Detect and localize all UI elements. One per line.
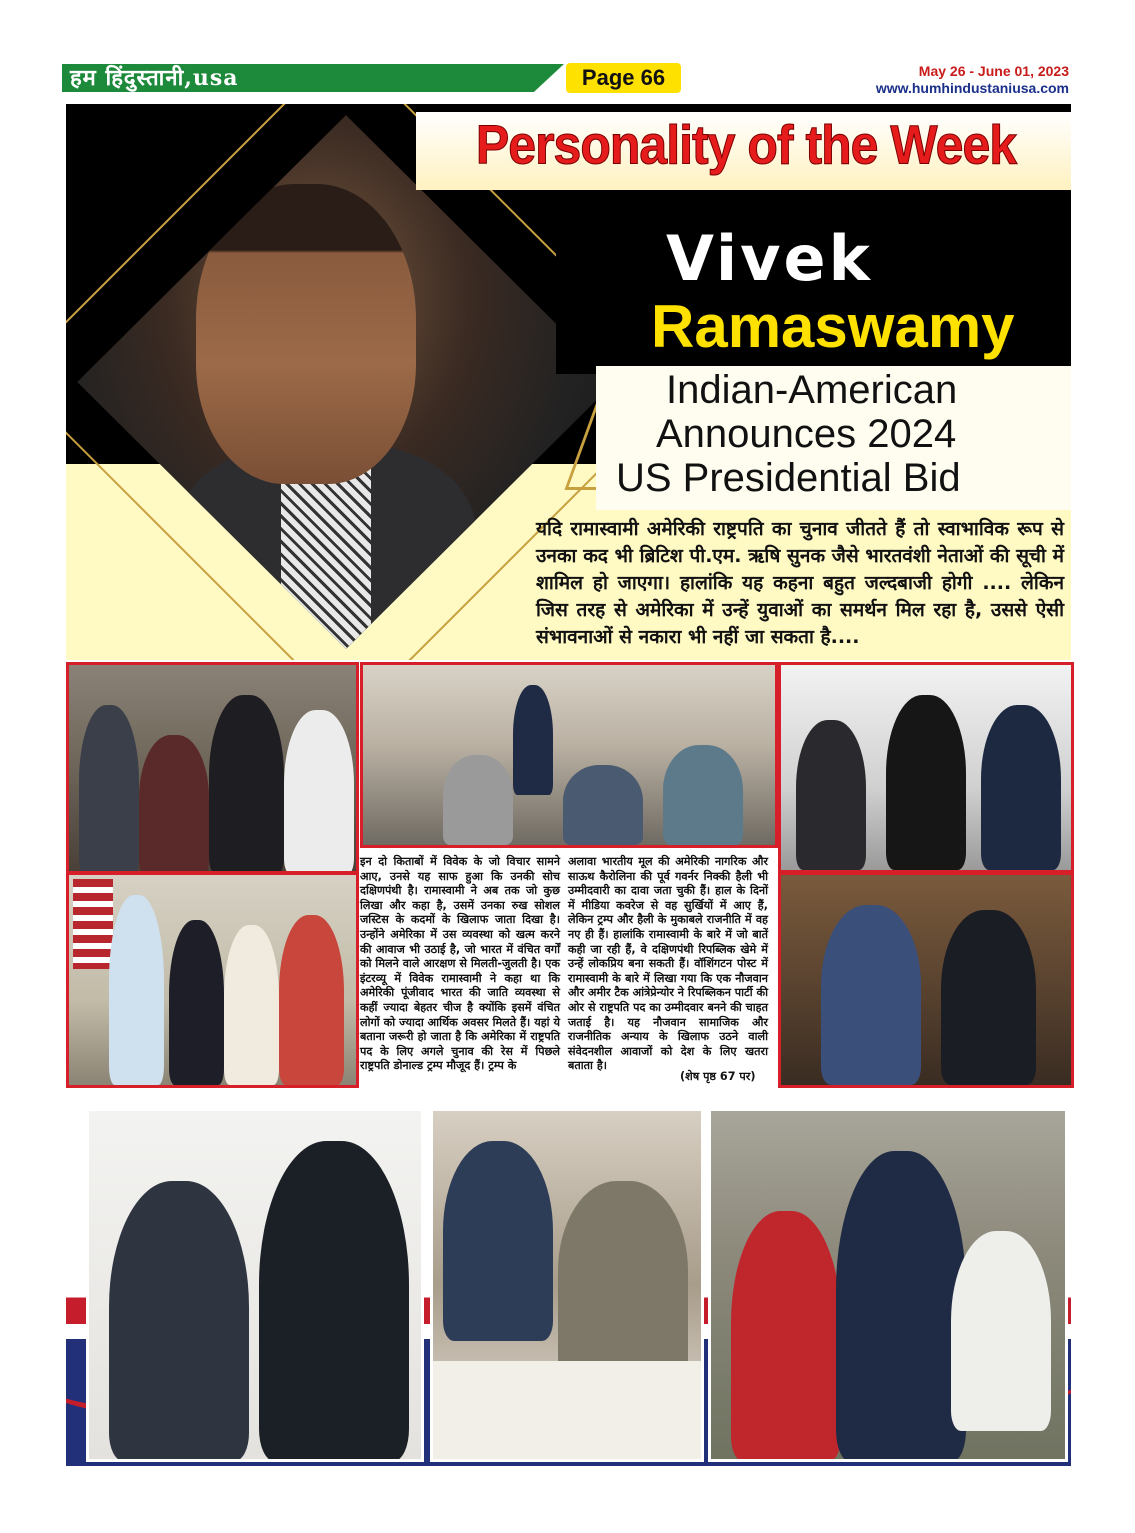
flag-icon xyxy=(73,879,113,969)
page-number: Page 66 xyxy=(566,63,681,93)
intro-paragraph: यदि रामास्वामी अमेरिकी राष्ट्रपति का चुनाव जीतते हैं तो स्वाभाविक रूप से उनका कद भी ब्रिटिश पी.एम. ऋषि सुनक जैसे भारतवंशी नेताओं की सूची में शामिल हो जाएगा। हालांकि यह कहना बहुत जल्दबाजी होगी .... लेकिन जिस तरह से अमेरिका में उन्हें युवाओं का समर्थन मिल रहा है, उससे ऐसी संभावनाओं से नकारा भी नहीं जा सकता है.... xyxy=(536,518,1064,648)
photo-group-event xyxy=(66,872,359,1088)
subtitle-line-1: Indian-American xyxy=(666,368,958,412)
first-name: Vivek xyxy=(666,222,873,295)
photo-graduation xyxy=(66,662,359,874)
hero-banner xyxy=(66,104,1071,660)
masthead-title: हम हिंदुस्तानी,usa xyxy=(70,65,239,91)
photo-brothers xyxy=(86,1108,424,1462)
section-title: Personality of the Week xyxy=(475,114,1017,176)
continued-note[interactable]: (शेष पृष्ठ 67 पर) xyxy=(680,1070,756,1083)
photo-office xyxy=(778,662,1074,873)
table-cloth xyxy=(433,1361,701,1459)
article-column-2: अलावा भारतीय मूल की अमेरिकी नागरिक और साऊथ कैरोलिना की पूर्व गवर्नर निक्की हैली भी उम्मीदवारी का दावा जता चुकी हैं। हाल के दिनों में मीडिया कवरेज से वह सुर्खियों में आए हैं, लेकिन ट्रम्प और हैली के मुकाबले राजनीति में वह नए ही हैं। हालांकि रामास्वामी के बारे में जो बातें कही जा रही हैं, वे दक्षिणपंथी रिपब्लिक खेमे में उन्हें लोकप्रिय बना सकती हैं। वॉशिंगटन पोस्ट में रामास्वामी के बारे में लिखा गया कि एक नौजवान और अमीर टैक आंत्रेप्रेन्योर ने रिपब्लिकन पार्टी की ओर से राष्ट्रपति पद का उम्मीदवार बनने की चाहत जताई है। यह नौजवान सामाजिक और राजनीतिक अन्याय के खिलाफ उठने वाली संवेदनशील आवाजों को देश के लिए खतरा बताता है। xyxy=(568,855,768,1073)
bottom-photo-band xyxy=(66,1092,1071,1466)
photo-restaurant xyxy=(430,1108,704,1462)
article-column-1: इन दो किताबों में विवेक के जो विचार सामने आए, उनसे यह साफ हुआ कि उनकी सोच दक्षिणपंथी है। रामास्वामी ने अब तक जो कुछ लिखा और कहा है, उसमें उनका रुख सोशल जस्टिस के कदमों के खिलाफ जाता दिखा है। उन्होंने अमेरिका में उस व्यवस्था को खत्म करने की आवाज भी उठाई है, जो भारत में वंचित वर्गों को मिलने वाले आरक्षण से मिलती-जुलती है। एक इंटरव्यू में विवेक रामास्वामी ने कहा था कि अमेरिकी पूंजीवाद भारत की जाति व्यवस्था से कहीं ज्यादा बेहतर चीज है क्योंकि इसमें वंचित लोगों को ज्यादा आर्थिक अवसर मिलते हैं। यहां ये बताना जरूरी हो जाता है कि अमेरिका में राष्ट्रपति पद के लिए अगले चुनाव की रेस में पिछले राष्ट्रपति डोनाल्ड ट्रम्प मौजूद हैं। ट्रम्प के xyxy=(360,855,560,1073)
issue-date: May 26 - June 01, 2023 xyxy=(918,63,1069,79)
photo-town-hall xyxy=(360,662,778,848)
photo-two-men xyxy=(778,872,1074,1088)
photo-family xyxy=(708,1108,1068,1462)
subtitle-line-2: Announces 2024 xyxy=(656,412,957,456)
website-link[interactable]: www.humhindustaniusa.com xyxy=(875,80,1069,96)
subtitle-line-3: US Presidential Bid xyxy=(616,456,961,500)
last-name: Ramaswamy xyxy=(651,293,1015,360)
